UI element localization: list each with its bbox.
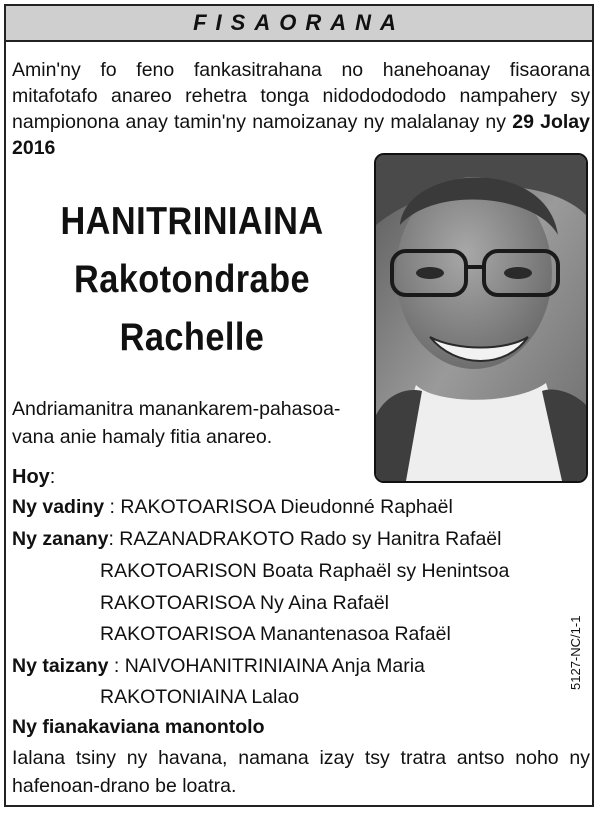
deceased-surname: HANITRINIAINA <box>60 200 324 243</box>
family-heading-label: Hoy <box>12 466 50 488</box>
child-name: RAKOTOARISOA Manantenasoa Rafaël <box>100 623 451 645</box>
family-heading-colon: : <box>49 466 56 488</box>
extended-family-label: Ny fianakaviana manontolo <box>12 716 265 738</box>
intro-text: Amin'ny fo feno fankasitrahana no hanehoanay fisaorana mitafotafo anareo rehetra tonga nidododododo nampahery sy nampionona anay tamin'ny namoizanay ny malalanay ny <box>12 59 590 133</box>
portrait-image <box>376 155 586 481</box>
spouse-row <box>12 494 453 520</box>
children-separator: : <box>108 528 120 550</box>
family-heading <box>12 464 55 490</box>
sibling-name: NAIVOHANITRINIAINA Anja Maria <box>124 655 425 677</box>
child-name: RAKOTOARISOA Ny Aina Rafaël <box>100 592 390 614</box>
sibling-name: RAKOTONIAINA Lalao <box>100 686 300 708</box>
siblings-separator: : <box>108 655 125 677</box>
extended-family-row <box>12 714 264 740</box>
children-row <box>12 526 501 552</box>
blessing-text: Andriamanitra manankarem-pahasoa-vana anie hamaly fitia anareo. <box>12 398 341 448</box>
child-name: RAZANADRAKOTO Rado sy Hanitra Rafaël <box>119 528 502 550</box>
spouse-separator: : <box>104 496 121 518</box>
deceased-name-line2: Rakotondrabe <box>73 258 311 301</box>
notice-title: FISAORANA <box>193 10 405 35</box>
child-name: RAKOTOARISON Boata Raphaël sy Henintsoa <box>100 560 510 582</box>
reference-code: 5127-NC/1-1 <box>568 615 583 690</box>
spouse-label: Ny vadiny <box>12 496 105 518</box>
header-banner <box>6 6 592 42</box>
siblings-label: Ny taizany <box>12 655 109 677</box>
children-label: Ny zanany <box>12 528 109 550</box>
intro-paragraph <box>12 57 590 161</box>
portrait-photo <box>374 153 588 483</box>
closing-paragraph: Ialana tsiny ny havana, namana izay tsy tratra antso noho ny hafenoan-drano be loatra. <box>12 747 590 797</box>
spouse-name: RAKOTOARISOA Dieudonné Raphaël <box>120 496 453 518</box>
intro-date: 29 Jolay 2016 <box>12 111 590 159</box>
siblings-row <box>12 653 425 679</box>
deceased-name-line3: Rachelle <box>119 316 265 359</box>
